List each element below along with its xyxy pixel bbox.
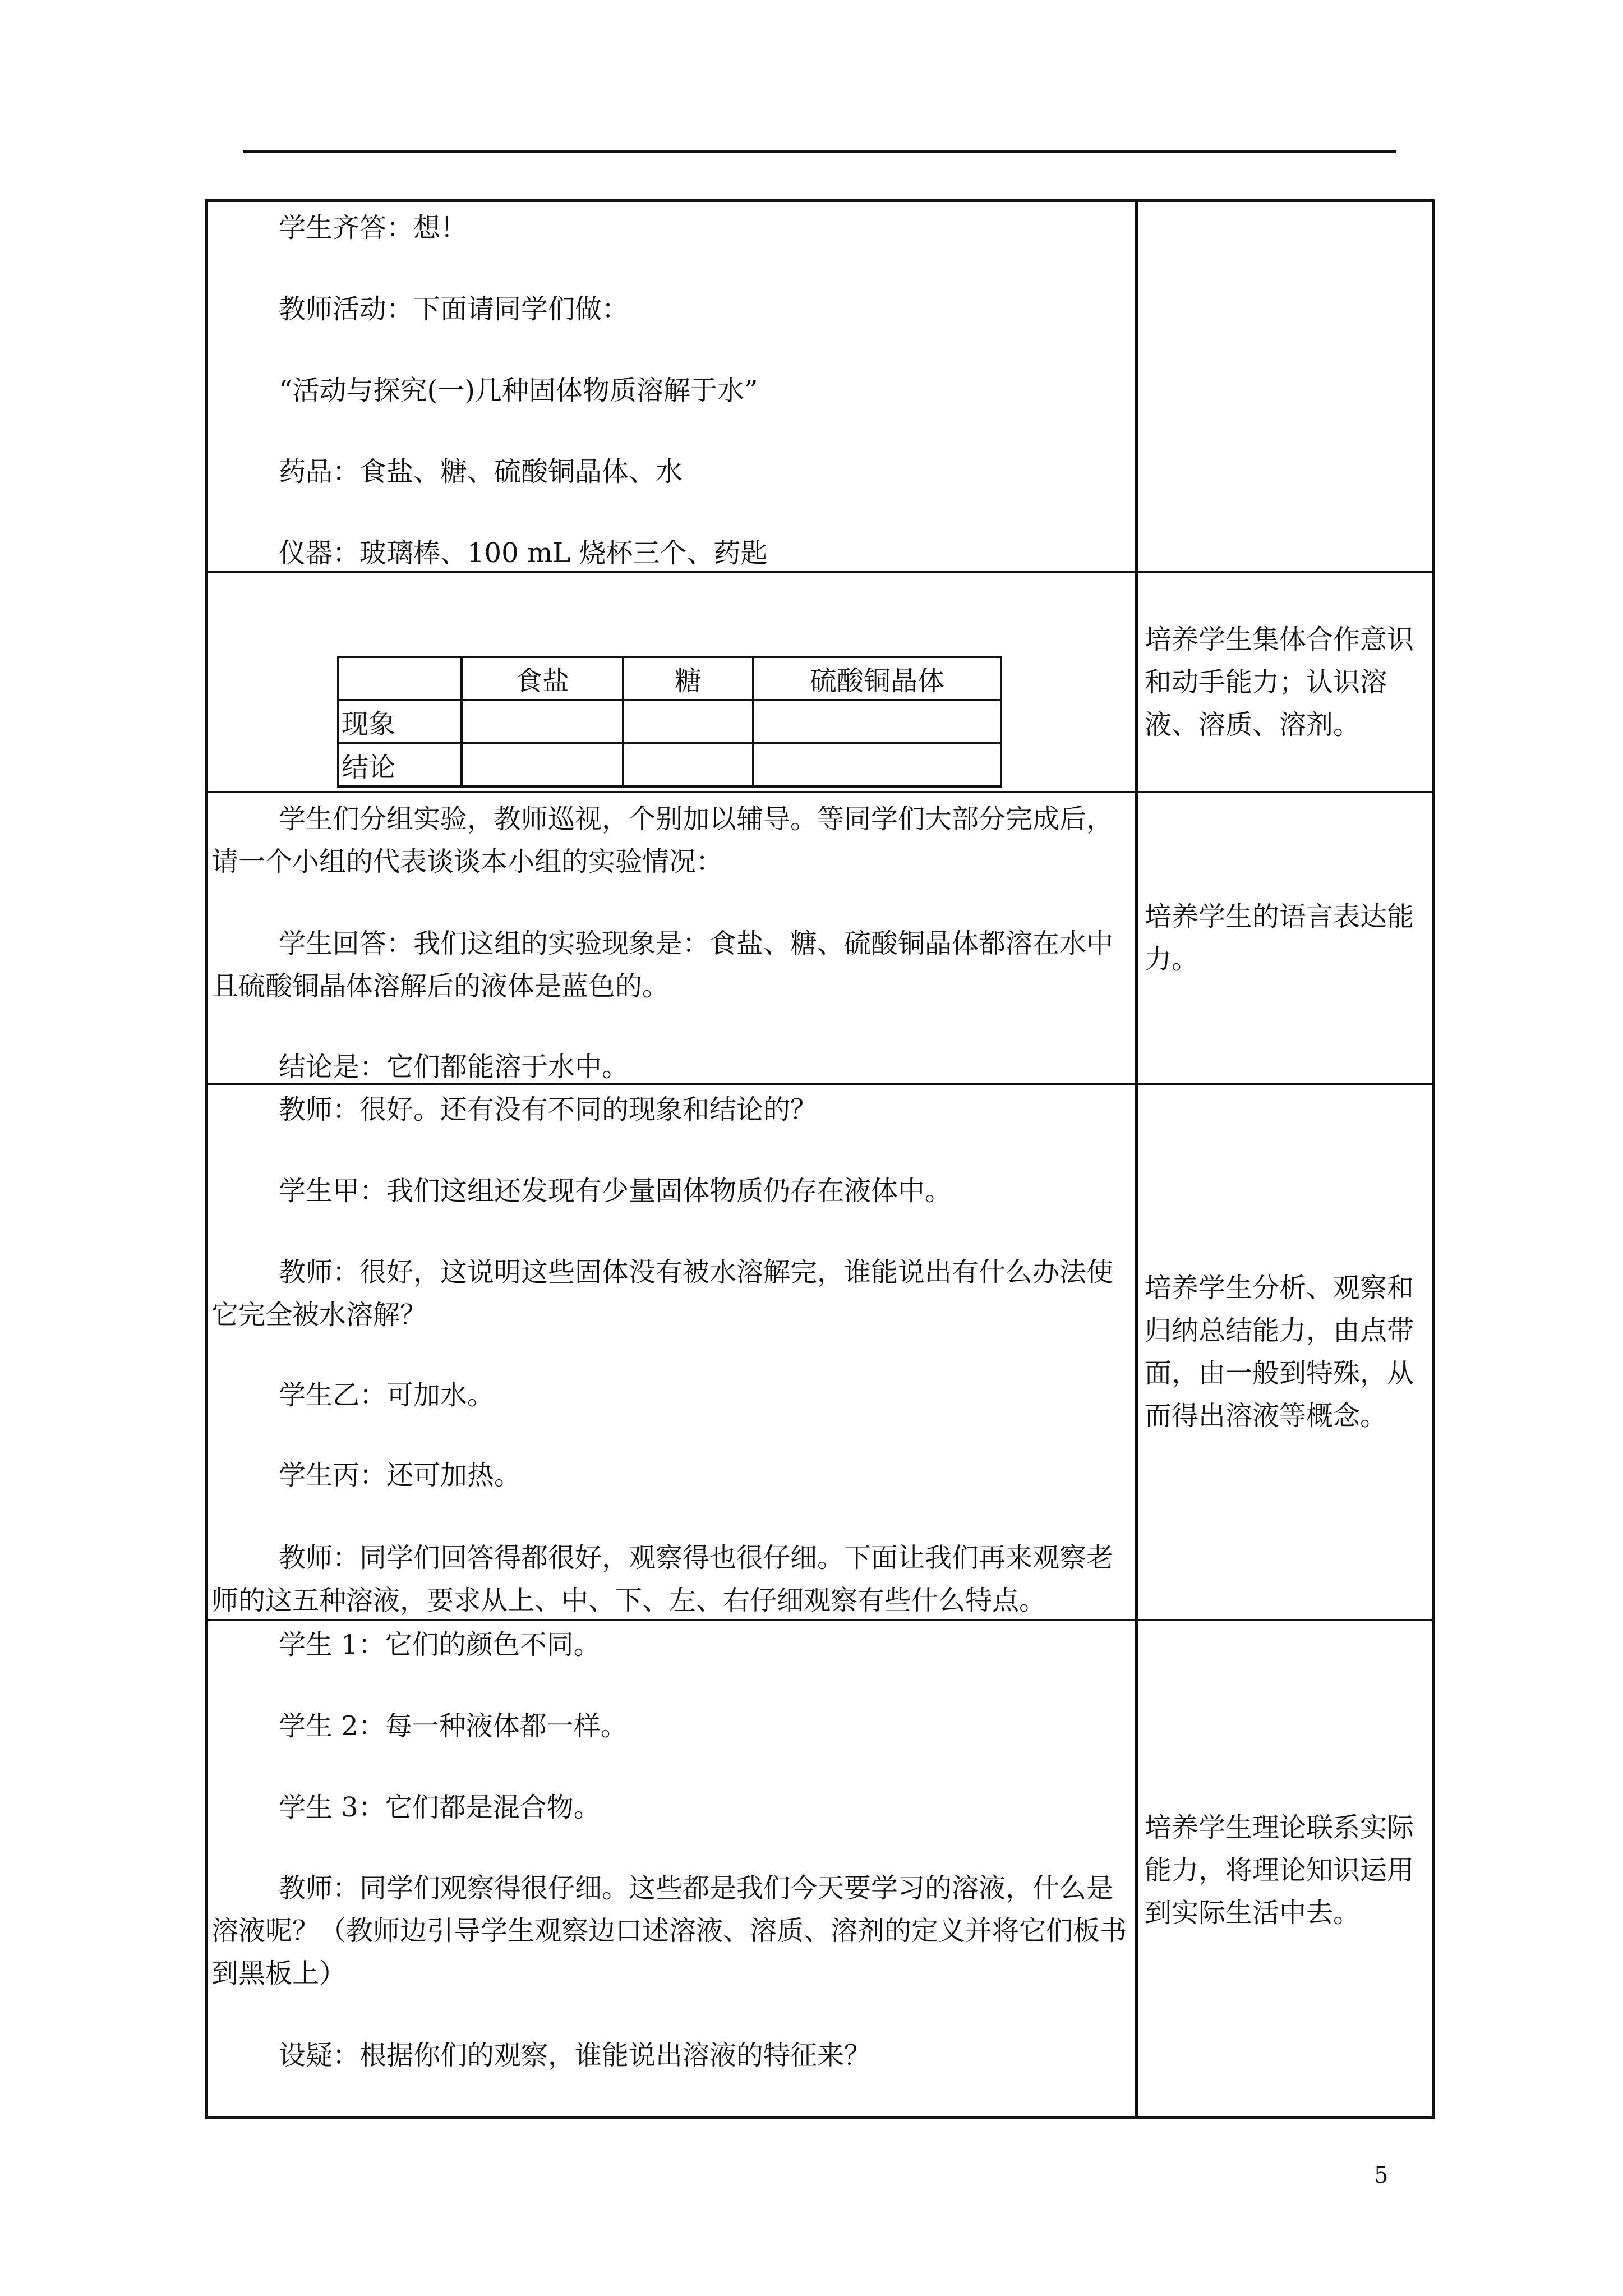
paragraph: 学生甲：我们这组还发现有少量固体物质仍存在液体中。 bbox=[279, 1175, 952, 1207]
paragraph: 教师：很好。还有没有不同的现象和结论的？ bbox=[279, 1094, 818, 1125]
table-row bbox=[208, 202, 1432, 571]
paragraph: 教师：同学们观察得很仔细。这些都是我们今天要学习的溶液，什么是溶液呢？（教师边引导学生观察边口述溶液、溶质、溶剂的定义并将它们板书到黑板上） bbox=[211, 1872, 1127, 1989]
paragraph: 学生乙：可加水。 bbox=[279, 1379, 495, 1411]
header-cell-sugar: 糖 bbox=[623, 657, 753, 700]
paragraph: 学生们分组实验，教师巡视，个别加以辅导。等同学们大部分完成后，请一个小组的代表谈谈本小组的实验情况： bbox=[211, 803, 1114, 877]
table-cell bbox=[462, 700, 623, 743]
table-cell bbox=[623, 700, 753, 743]
paragraph: “活动与探究(一)几种固体物质溶解于水” bbox=[279, 375, 758, 406]
activity-cell bbox=[208, 202, 1135, 571]
experiment-table bbox=[337, 656, 1002, 788]
header-cell-salt: 食盐 bbox=[462, 657, 623, 700]
paragraph: 教师：同学们回答得都很好，观察得也很仔细。下面让我们再来观察老师的这五种溶液，要求从上、中、下、左、右仔细观察有些什么特点。 bbox=[211, 1542, 1114, 1616]
header-cell-empty bbox=[338, 657, 462, 700]
intent-note: 培养学生集体合作意识和动手能力；认识溶液、溶质、溶剂。 bbox=[1145, 624, 1414, 740]
table-cell bbox=[753, 743, 1001, 786]
table-cell bbox=[753, 700, 1001, 743]
lesson-table bbox=[205, 199, 1435, 2119]
paragraph: 教师活动：下面请同学们做： bbox=[279, 293, 629, 325]
row-label-conclusion: 结论 bbox=[338, 743, 462, 786]
table-row bbox=[208, 791, 1432, 1083]
intent-note: 培养学生分析、观察和归纳总结能力，由点带面，由一般到特殊，从而得出溶液等概念。 bbox=[1145, 1272, 1414, 1432]
intent-cell bbox=[1138, 793, 1432, 1083]
paragraph: 学生齐答：想！ bbox=[279, 212, 468, 243]
intent-note: 培养学生的语言表达能力。 bbox=[1145, 901, 1414, 975]
paragraph: 教师：很好，这说明这些固体没有被水溶解完，谁能说出有什么办法使它完全被水溶解？ bbox=[211, 1257, 1114, 1331]
table-cell bbox=[623, 743, 753, 786]
table-row bbox=[208, 571, 1432, 791]
activity-cell bbox=[208, 1621, 1135, 2119]
paragraph: 药品：食盐、糖、硫酸铜晶体、水 bbox=[279, 456, 683, 487]
table-row bbox=[208, 1619, 1432, 2119]
intent-cell bbox=[1138, 202, 1432, 571]
intent-cell bbox=[1138, 1085, 1432, 1619]
row-label-phenomenon: 现象 bbox=[338, 700, 462, 743]
intent-cell bbox=[1138, 1621, 1432, 2119]
page-number: 5 bbox=[1374, 2162, 1389, 2188]
paragraph: 学生 1：它们的颜色不同。 bbox=[279, 1629, 601, 1660]
paragraph: 仪器：玻璃棒、100 mL 烧杯三个、药匙 bbox=[279, 537, 768, 569]
table-cell bbox=[462, 743, 623, 786]
paragraph: 学生 3：它们都是混合物。 bbox=[279, 1792, 601, 1823]
column-divider bbox=[1135, 202, 1138, 2116]
activity-cell bbox=[208, 1085, 1135, 1619]
activity-cell bbox=[208, 793, 1135, 1083]
paragraph: 学生回答：我们这组的实验现象是：食盐、糖、硫酸铜晶体都溶在水中且硫酸铜晶体溶解后的液体是蓝色的。 bbox=[211, 928, 1114, 1002]
paragraph: 设疑：根据你们的观察，谁能说出溶液的特征来？ bbox=[279, 2040, 872, 2071]
table-row bbox=[208, 1083, 1432, 1619]
paragraph: 结论是：它们都能溶于水中。 bbox=[279, 1051, 629, 1083]
activity-cell bbox=[208, 573, 1135, 791]
header-cell-copper-sulfate: 硫酸铜晶体 bbox=[753, 657, 1001, 700]
intent-note: 培养学生理论联系实际能力，将理论知识运用到实际生活中去。 bbox=[1145, 1812, 1414, 1929]
paragraph: 学生丙：还可加热。 bbox=[279, 1460, 522, 1491]
header-rule bbox=[243, 150, 1396, 153]
intent-cell bbox=[1138, 573, 1432, 791]
paragraph: 学生 2：每一种液体都一样。 bbox=[279, 1710, 628, 1742]
